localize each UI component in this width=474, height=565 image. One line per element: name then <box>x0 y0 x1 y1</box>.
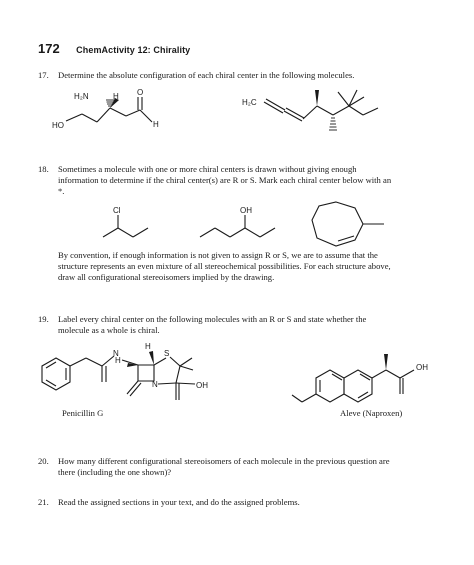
paragraph-line: draw all configurational stereoisomers implied by the drawing. <box>58 272 275 282</box>
atom-label-n: N <box>152 380 158 389</box>
question-number: 19. <box>38 314 49 324</box>
atom-label-h2c: H₂C <box>242 98 257 107</box>
caption-aleve: Aleve (Naproxen) <box>340 408 403 418</box>
atom-label-h: H <box>113 92 119 101</box>
question-text-line: information to determine if the chiral center(s) are R or S. Mark each chiral center below with an <box>58 175 392 185</box>
atom-label-s: S <box>164 349 170 358</box>
caption-penicillin: Penicillin G <box>62 408 104 418</box>
question-text-line: there (including the one shown)? <box>58 467 172 477</box>
paragraph-line: structure represents an even mixture of all stereochemical possibilities. For each structure above, <box>58 261 391 271</box>
question-text-line: Label every chiral center on the following molecules with an R or S and state whether the <box>58 314 367 324</box>
question-text-line: How many different configurational stereoisomers of each molecule in the previous question are <box>58 456 390 466</box>
paragraph-line: By convention, if enough information is not given to assign R or S, we are to assume that the <box>58 250 378 260</box>
atom-label-cl: Cl <box>113 206 121 215</box>
atom-label-h2n: H₂N <box>74 92 89 101</box>
question-text-line: Sometimes a molecule with one or more chiral centers is drawn without giving enough <box>58 164 357 174</box>
question-text-line: molecule as a whole is chiral. <box>58 325 160 335</box>
question-number: 20. <box>38 456 49 466</box>
atom-label-h: H <box>145 342 151 351</box>
atom-label-h: H <box>153 120 159 129</box>
atom-label-ho: HO <box>52 121 64 130</box>
atom-label-o: O <box>137 88 144 97</box>
atom-label-oh: OH <box>196 381 208 390</box>
atom-label-h: H <box>115 356 121 365</box>
question-text-line: *. <box>58 186 65 196</box>
page-number: 172 <box>38 41 60 56</box>
question-text: Determine the absolute configuration of each chiral center in the following molecules. <box>58 70 355 80</box>
page-title: ChemActivity 12: Chirality <box>76 45 191 55</box>
atom-label-oh: OH <box>240 206 252 215</box>
question-text: Read the assigned sections in your text, and do the assigned problems. <box>58 497 300 507</box>
question-number: 17. <box>38 70 49 80</box>
question-number: 18. <box>38 164 49 174</box>
question-number: 21. <box>38 497 49 507</box>
atom-label-n: N <box>113 349 119 358</box>
atom-label-oh: OH <box>416 363 428 372</box>
